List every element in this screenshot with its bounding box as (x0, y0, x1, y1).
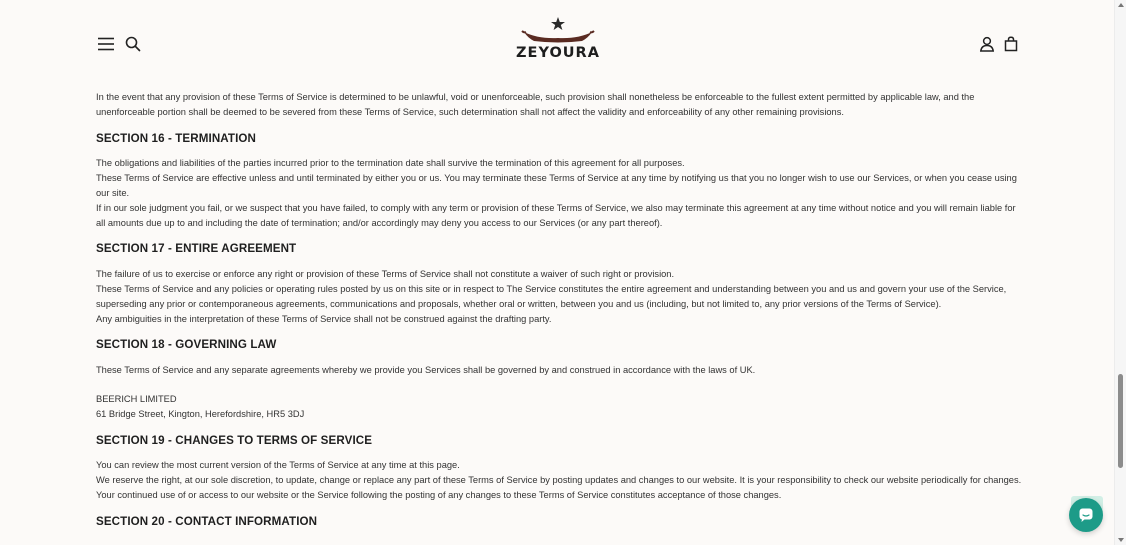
section-16-paragraph: The obligations and liabilities of the parties incurred prior to the termination date shall survive the termination of this agreement for all purposes. (96, 158, 685, 169)
chat-bubble-icon (1078, 507, 1094, 523)
site-header (0, 0, 1114, 80)
scroll-up-arrow-icon[interactable] (1118, 3, 1124, 7)
chat-button[interactable] (1069, 498, 1103, 532)
brand-name: ZEYOURA (516, 45, 600, 61)
section-17-heading: SECTION 17 - ENTIRE AGREEMENT (96, 242, 297, 256)
section-16-heading: SECTION 16 - TERMINATION (96, 131, 256, 145)
section-16-paragraph: If in our sole judgment you fail, or we suspect that you have failed, to comply with any term or provision of these Terms of Service, we also may terminate this agreement at any time without notice and you will remain liable for all amounts due up to and including the date of termination; and/or accordingly may deny you access to our Services (or any part thereof). (96, 202, 1016, 228)
section-20-heading: SECTION 20 - CONTACT INFORMATION (96, 514, 318, 528)
section-18-heading: SECTION 18 - GOVERNING LAW (96, 338, 277, 352)
scrollbar-thumb[interactable] (1118, 374, 1123, 468)
user-icon[interactable] (977, 34, 997, 54)
scroll-down-arrow-icon[interactable] (1118, 538, 1124, 542)
shopping-bag-icon[interactable] (1001, 34, 1021, 54)
hamburger-menu-icon[interactable] (96, 34, 116, 54)
search-icon[interactable] (123, 34, 143, 54)
section-19-paragraph: You can review the most current version of the Terms of Service at any time at this page. (96, 460, 460, 471)
company-name: BEERICH LIMITED (96, 393, 177, 404)
section-16-paragraph: These Terms of Service are effective unless and until terminated by either you or us. You may terminate these Terms of Service at any time by notifying us that you no longer wish to use our Services, or when you cease using our site. (96, 173, 1017, 198)
section-19-paragraph: We reserve the right, at our sole discretion, to update, change or replace any part of these Terms of Service by posting updates and changes to our website. It is your responsibility to check our website periodically for changes. Your continued use of or access to our website or the Service following the posting of any changes to these Terms of Service constitutes acceptance of those changes. (96, 475, 1022, 500)
page-scrollbar[interactable] (1114, 0, 1126, 545)
section-17-paragraph: These Terms of Service and any policies or operating rules posted by us on this site or in respect to The Service constitutes the entire agreement and understanding between you and us and govern your use of the Service, superseding any prior or contemporaneous agreements, communications and proposals, whether oral or written, between you and us (including, but not limited to, any prior versions of the Terms of Service). (96, 283, 1007, 309)
severability-paragraph: In the event that any provision of these Terms of Service is determined to be unlawful, void or unenforceable, such provision shall nonetheless be enforceable to the fullest extent permitted by applicable law, and the unenforceable portion shall be deemed to be severed from these Terms of Service, such determination shall not affect the validity and enforceability of any other remaining provisions. (96, 92, 975, 117)
section-17-paragraph: Any ambiguities in the interpretation of these Terms of Service shall not be construed against the drafting party. (96, 313, 552, 324)
section-19-heading: SECTION 19 - CHANGES TO TERMS OF SERVICE (96, 433, 373, 447)
section-18-paragraph: These Terms of Service and any separate agreements whereby we provide you Services shall be governed by and construed in accordance with the laws of UK. (96, 365, 756, 376)
brand-logo[interactable] (508, 14, 608, 70)
section-17-paragraph: The failure of us to exercise or enforce any right or provision of these Terms of Service shall not constitute a waiver of such right or provision. (96, 269, 675, 280)
logo-mark-icon (518, 14, 598, 44)
terms-content (96, 90, 1026, 530)
company-address: 61 Bridge Street, Kington, Herefordshire, HR5 3DJ (96, 408, 305, 419)
